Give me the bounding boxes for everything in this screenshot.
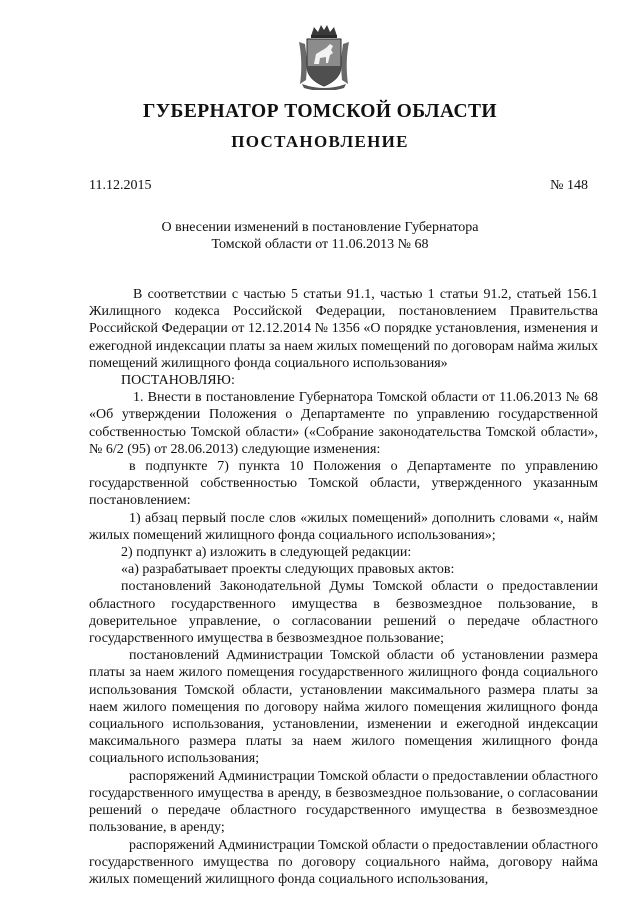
- document-date: 11.12.2015: [89, 178, 152, 193]
- resolution-word: ПОСТАНОВЛЯЮ:: [121, 373, 235, 389]
- issuing-authority: ГУБЕРНАТОР ТОМСКОЙ ОБЛАСТИ: [143, 101, 497, 122]
- item-1-paragraph: 1. Внести в постановление Губернатора Томской области от 11.06.2013 № 68 «Об утверждении Положения о Департаменте по управлению государственной собственностью Томской области» («Собрание законодательства Томской области», № 6/2 (95) от 28.06.2013) следующие изменения:: [89, 390, 598, 457]
- administration-orders-social-paragraph: распоряжений Администрации Томской области о предоставлении областного государственного имущества по договору социального найма, договору найма жилых помещений жилищного фонда социального использования,: [89, 837, 598, 887]
- document-title: [0, 219, 640, 253]
- tomsk-coat-of-arms-icon: [296, 22, 352, 90]
- amendment-2-paragraph: 2) подпункт а) изложить в следующей редакции:: [121, 545, 412, 561]
- administration-orders-lease-paragraph: распоряжений Администрации Томской области о предоставлении областного государственного имущества в аренду, в безвозмездное пользование, о согласовании решений о передаче областного государственного имущества в безвозмездное пользование, в аренду;: [89, 768, 598, 836]
- duma-resolutions-paragraph: постановлений Законодательной Думы Томской области о предоставлении областного государственного имущества в безвозмездное пользование, в доверительное управление, о согласовании решений о передаче областного государственного имущества в безвозмездное пользование;: [89, 579, 598, 647]
- document-body: [89, 286, 598, 888]
- document-type: ПОСТАНОВЛЕНИЕ: [231, 132, 409, 151]
- amendment-1-paragraph: 1) абзац первый после слов «жилых помещений» дополнить словами «, найм жилых помещений жилищного фонда социального использования»;: [89, 510, 598, 543]
- document-number: № 148: [550, 178, 588, 193]
- new-subpoint-a-paragraph: «а) разрабатывает проекты следующих правовых актов:: [121, 562, 455, 578]
- preamble-paragraph: В соответствии с частью 5 статьи 91.1, частью 1 статьи 91.2, статьей 156.1 Жилищного кодекса Российской Федерации, постановлением Правительства Российской Федерации от 12.12.2014 № 1356 «О порядке установления, изменения и ежегодной индексации платы за наем жилых помещений по договорам найма жилых помещений жилищного фонда социального использования»: [89, 287, 598, 371]
- title-line-2: Томской области от 11.06.2013 № 68: [211, 237, 429, 252]
- subpoint-7-paragraph: в подпункте 7) пункта 10 Положения о Департаменте по управлению государственной собственностью Томской области, утвержденного указанным постановлением:: [89, 459, 598, 509]
- title-line-1: О внесении изменений в постановление Губернатора: [161, 220, 479, 235]
- administration-resolutions-paragraph: постановлений Администрации Томской области об установлении размера платы за наем жилого помещения государственного жилищного фонда социального использования Томской области, установлении максимального размера платы за наем жилого помещения по договору найма жилого помещения жилищного фонда социального использования, установлении, изменении и ежегодной индексации максимального размера платы за наем жилого помещения жилищного фонда социального использования;: [89, 648, 598, 767]
